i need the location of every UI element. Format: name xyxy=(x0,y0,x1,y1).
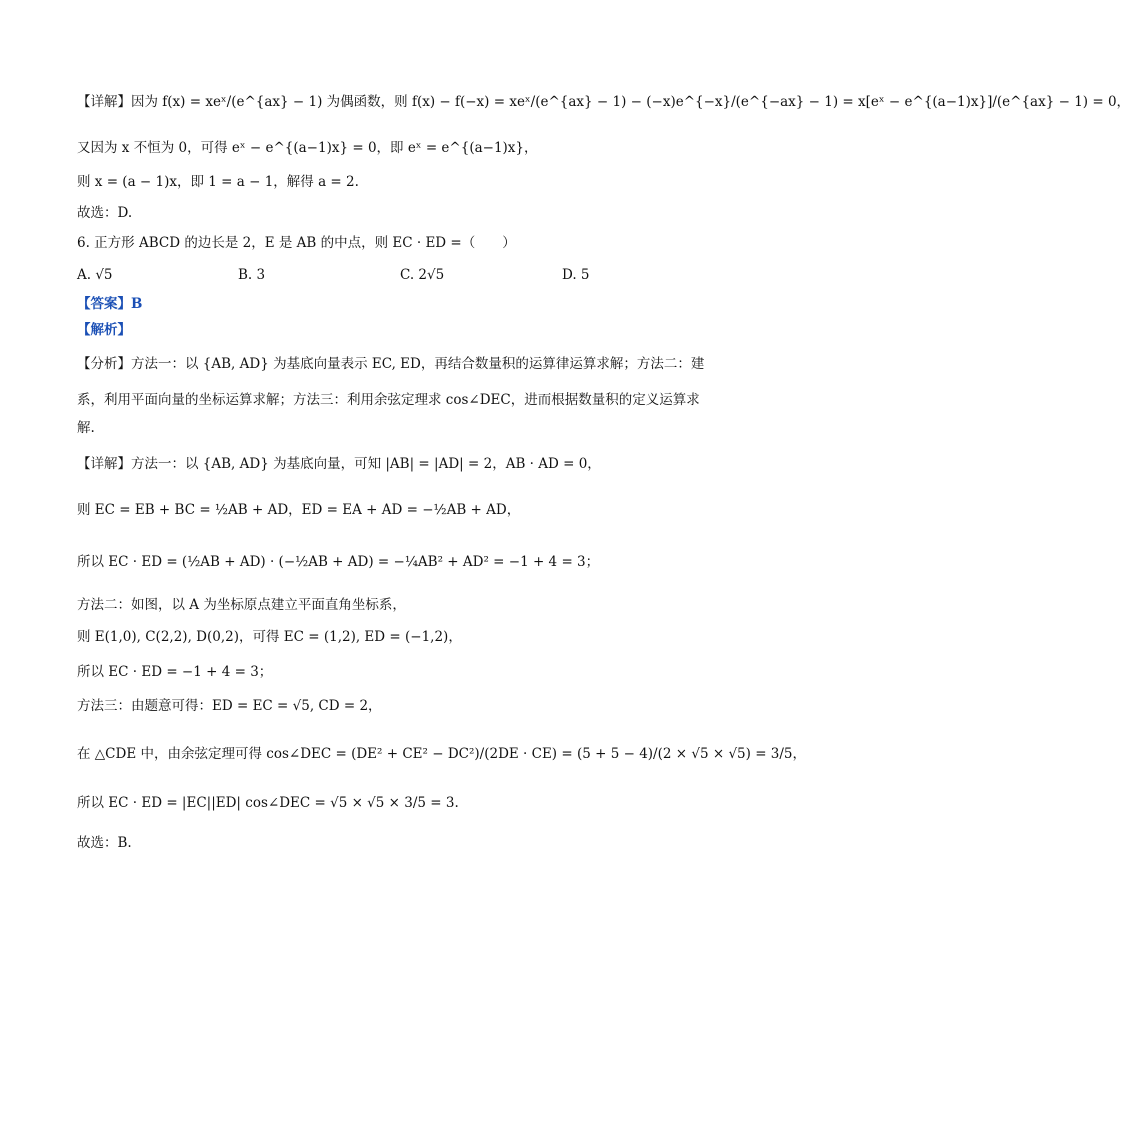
analysis-line-2: 系，利用平面向量的坐标运算求解；方法三：利用余弦定理求 cos∠DEC，进而根据数量积的定义运算求 xyxy=(77,392,700,408)
method-1-line-1: 【详解】方法一：以 {AB, AD} 为基底向量，可知 |AB| = |AD| = 2，AB · AD = 0， xyxy=(77,456,601,472)
option-b: B. 3 xyxy=(238,267,266,283)
solution-detail-line-3: 则 x = (a − 1)x，即 1 = a − 1，解得 a = 2. xyxy=(77,174,359,190)
option-c: C. 2√5 xyxy=(400,267,445,283)
method-3-line-3: 所以 EC · ED = |EC||ED| cos∠DEC = √5 × √5 × 3/5 = 3. xyxy=(77,795,459,811)
method-3-line-2: 在 △CDE 中，由余弦定理可得 cos∠DEC = (DE² + CE² − DC²)/(2DE · CE) = (5 + 5 − 4)/(2 × √5 × √5) = 3/5， xyxy=(77,746,807,762)
solution-detail-line-2: 又因为 x 不恒为 0，可得 eˣ − e^{(a−1)x} = 0，即 eˣ = e^{(a−1)x}， xyxy=(77,140,538,156)
solution-detail-line-1: 【详解】因为 f(x) = xeˣ/(e^{ax} − 1) 为偶函数，则 f(x) − f(−x) = xeˣ/(e^{ax} − 1) − (−x)e^{−x}/(e^{−ax} − 1) = x[eˣ − e^{(a−1)x}]/(e^{ax} − 1) = 0， xyxy=(77,94,1130,110)
option-a: A. √5 xyxy=(77,267,113,283)
method-1-line-2: 则 EC = EB + BC = ½AB + AD，ED = EA + AD = −½AB + AD， xyxy=(77,502,521,518)
analysis-heading: 【解析】 xyxy=(77,322,131,338)
method-2-line-1: 方法二：如图，以 A 为坐标原点建立平面直角坐标系， xyxy=(77,597,406,613)
answer-line: 【答案】B xyxy=(77,296,143,312)
method-3-line-1: 方法三：由题意可得：ED = EC = √5, CD = 2， xyxy=(77,698,382,714)
question-6-stem: 6. 正方形 ABCD 的边长是 2，E 是 AB 的中点，则 EC · ED =（ ） xyxy=(77,235,516,251)
method-2-line-3: 所以 EC · ED = −1 + 4 = 3； xyxy=(77,664,273,680)
method-1-line-3: 所以 EC · ED = (½AB + AD) · (−½AB + AD) = −¼AB² + AD² = −1 + 4 = 3； xyxy=(77,554,600,570)
analysis-line-3: 解. xyxy=(77,420,95,436)
analysis-line-1: 【分析】方法一：以 {AB, AD} 为基底向量表示 EC, ED，再结合数量积的运算律运算求解；方法二：建 xyxy=(77,356,705,372)
final-answer-line: 故选：B. xyxy=(77,835,132,851)
method-2-line-2: 则 E(1,0), C(2,2), D(0,2)，可得 EC = (1,2), ED = (−1,2)， xyxy=(77,629,462,645)
option-d: D. 5 xyxy=(562,267,590,283)
conclusion-line: 故选：D. xyxy=(77,205,133,221)
